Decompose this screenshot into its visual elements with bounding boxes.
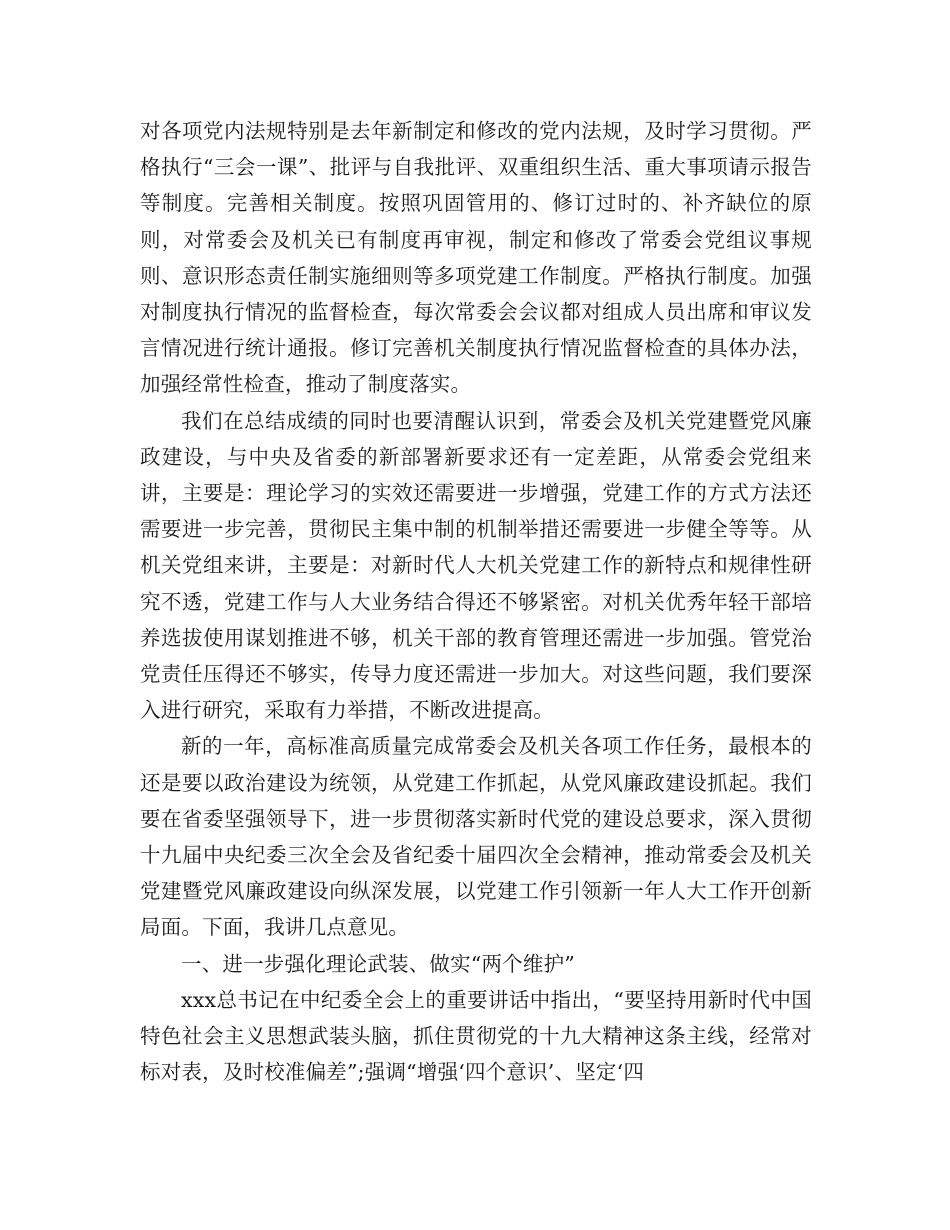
- paragraph-shortcomings: 我们在总结成绩的同时也要清醒认识到，常委会及机关党建暨党风廉政建设，与中央及省委的新部署新要求还有一定差距，从常委会党组来讲，主要是：理论学习的实效还需要进一步增强，党建工作的方式方法还需要进一步完善，贯彻民主集中制的机制举措还需要进一步健全等等。从机关党组来讲，主要是：对新时代人大机关党建工作的新特点和规律性研究不透，党建工作与人大业务结合得还不够紧密。对机关优秀年轻干部培养选拔使用谋划推进不够，机关干部的教育管理还需进一步加强。管党治党责任压得还不够实，传导力度还需进一步加大。对这些问题，我们要深入进行研究，采取有力举措，不断改进提高。: [140, 408, 812, 723]
- paragraph-quote: xxx总书记在中纪委全会上的重要讲话中指出，“要坚持用新时代中国特色社会主义思想武装头脑，抓住贯彻党的十九大精神这条主线，经常对标对表，及时校准偏差”;强调“增强‘四个意识’、坚定‘四: [140, 987, 812, 1085]
- paragraph-new-year: 新的一年，高标准高质量完成常委会及机关各项工作任务，最根本的还是要以政治建设为统领，从党建工作抓起，从党风廉政建设抓起。我们要在省委坚强领导下，进一步贯彻落实新时代党的建设总要求，深入贯彻十九届中央纪委三次全会及省纪委十届四次全会精神，推动常委会及机关党建暨党风廉政建设向纵深发展，以党建工作引领新一年人大工作开创新局面。下面，我讲几点意见。: [140, 734, 812, 940]
- section-heading-one: 一、进一步强化理论武装、做实“两个维护”: [181, 951, 575, 976]
- paragraph-continuation: 对各项党内法规特别是去年新制定和修改的党内法规，及时学习贯彻。严格执行“三会一课”、批评与自我批评、双重组织生活、重大事项请示报告等制度。完善相关制度。按照巩固管用的、修订过时的、补齐缺位的原则，对常委会及机关已有制度再审视，制定和修改了常委会党组议事规则、意识形态责任制实施细则等多项党建工作制度。严格执行制度。加强对制度执行情况的监督检查，每次常委会会议都对组成人员出席和审议发言情况进行统计通报。修订完善机关制度执行情况监督检查的具体办法，加强经常性检查，推动了制度落实。: [140, 119, 812, 397]
- document-body: [140, 113, 812, 1090]
